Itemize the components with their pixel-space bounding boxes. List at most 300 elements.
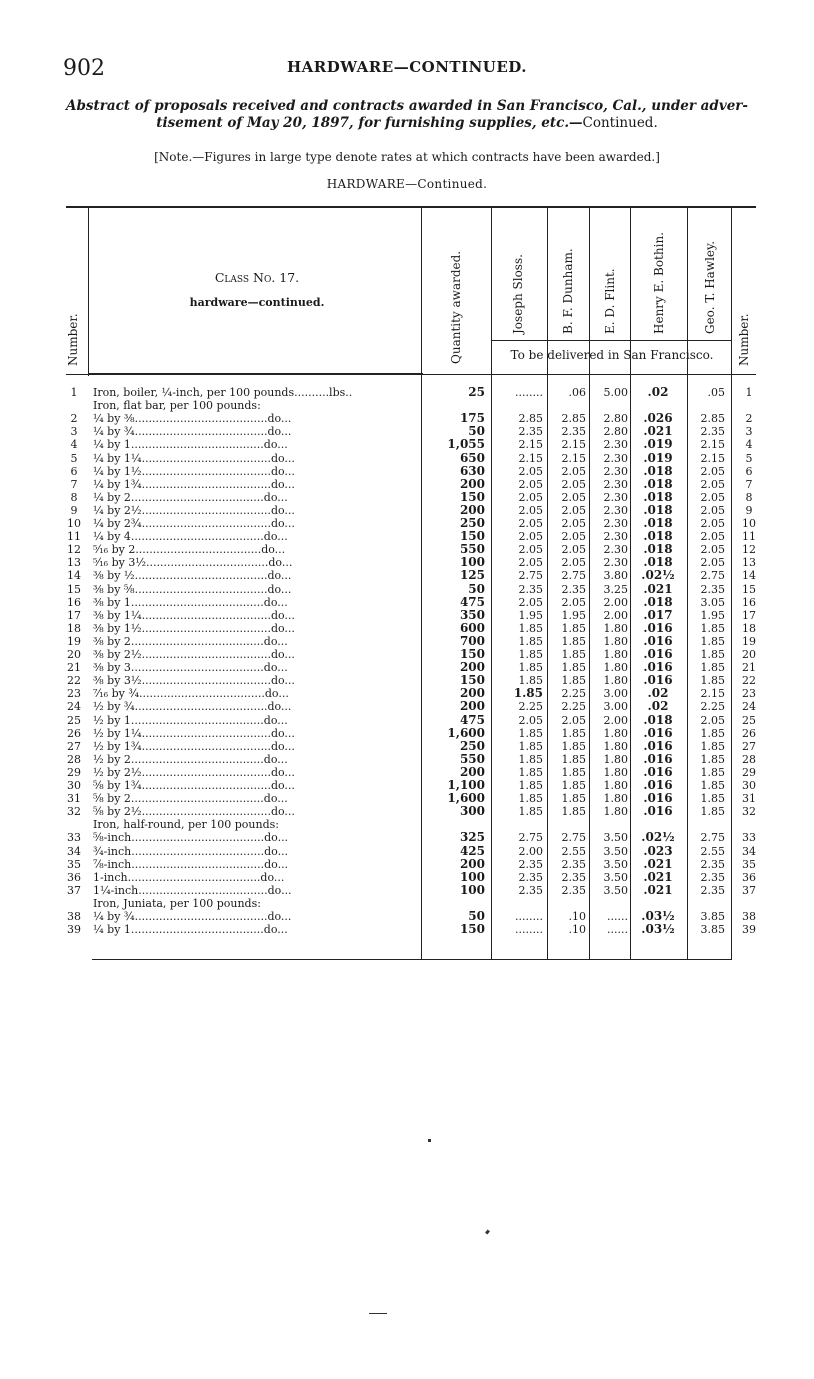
row-number-right: 16 (742, 595, 756, 609)
table-top-rule (66, 206, 756, 208)
bid-4: .03½ (641, 922, 675, 937)
quantity-awarded: 600 (459, 620, 485, 635)
abstract-title (40, 98, 774, 132)
bid-5: 2.75 (700, 569, 725, 583)
row-number: 22 (67, 674, 81, 688)
quantity-awarded: 300 (459, 804, 485, 819)
bid-4: .02½ (641, 830, 675, 845)
bid-5: 1.85 (700, 674, 725, 688)
group-heading-text: Iron, Juniata, per 100 pounds: (93, 896, 261, 910)
bid-3: 3.50 (603, 870, 628, 884)
row-number: 7 (70, 477, 78, 491)
bid-3: 1.80 (603, 648, 628, 661)
item-description: ¼ by 2¾.....................................do... (93, 517, 295, 530)
bid-5: 1.95 (700, 608, 725, 622)
bid-3: 2.30 (603, 464, 628, 478)
bid-1: 1.85 (518, 739, 543, 753)
row-number: 29 (67, 765, 81, 779)
row-number-right: 29 (742, 765, 756, 779)
bid-4: .023 (643, 843, 673, 858)
bid-3: 2.30 (603, 490, 628, 504)
bid-5: 3.05 (700, 595, 725, 609)
bid-4: .018 (643, 529, 673, 544)
bid-4: .016 (643, 647, 673, 661)
item-description: ¼ by 1......................................do... (93, 923, 288, 937)
bid-5: 2.15 (700, 687, 725, 701)
item-description: ⅝ by 2......................................do... (93, 792, 288, 806)
table-row (0, 504, 814, 517)
bid-4: .02 (647, 385, 669, 399)
print-dash (369, 1313, 387, 1314)
row-number-right: 32 (742, 805, 756, 819)
bid-3: 2.30 (603, 451, 628, 465)
table-row (0, 425, 814, 438)
row-number-right: 34 (742, 844, 756, 858)
bid-3: ...... (607, 923, 628, 937)
bid-3: 2.30 (603, 530, 628, 544)
bid-1: 2.05 (518, 595, 543, 609)
bid-1: 2.05 (518, 464, 543, 478)
bid-4: .018 (643, 463, 673, 478)
item-description: ½ by ¾......................................do... (93, 700, 292, 714)
row-number: 9 (70, 503, 78, 517)
table-row (0, 609, 814, 622)
quantity-awarded: 425 (459, 843, 485, 858)
bid-4: .021 (643, 581, 673, 596)
bid-4: .018 (643, 542, 673, 557)
row-number-right: 2 (745, 412, 753, 426)
row-number: 8 (70, 490, 78, 504)
bid-1: 1.85 (518, 621, 543, 635)
bid-3: 3.00 (603, 700, 628, 714)
item-description: ½ by 2......................................do... (93, 752, 288, 766)
bid-2: 2.05 (561, 543, 586, 557)
bid-2: 2.25 (561, 687, 586, 701)
bid-5: .05 (707, 386, 725, 399)
col-rule-number (88, 208, 89, 376)
quantity-awarded: 200 (459, 502, 485, 517)
table-row (0, 845, 814, 858)
item-description: ⅜ by 3½.....................................do... (93, 674, 295, 688)
quantity-awarded: 250 (459, 738, 485, 753)
bid-4: .016 (643, 764, 673, 779)
abstract-line-2-plain: Continued. (582, 115, 658, 131)
bid-1: ........ (515, 923, 543, 937)
bid-3: 2.00 (603, 608, 628, 622)
row-number-right: 27 (742, 739, 756, 753)
bid-5: 2.35 (700, 857, 725, 871)
quantity-awarded: 25 (468, 385, 485, 399)
row-number: 16 (67, 595, 81, 609)
row-number-right: 1 (745, 386, 753, 399)
row-number-right: 12 (742, 543, 756, 557)
bid-5: 2.05 (700, 556, 725, 570)
quantity-awarded: 250 (459, 516, 485, 530)
bid-3: 2.30 (603, 517, 628, 530)
abstract-line-2 (40, 115, 774, 132)
table-row (0, 831, 814, 844)
row-number-right: 6 (745, 464, 753, 478)
row-number: 31 (67, 792, 81, 806)
bid-5: 2.05 (700, 464, 725, 478)
row-number-right: 10 (742, 517, 756, 530)
quantity-awarded: 50 (468, 424, 485, 439)
bid-4: .016 (643, 791, 673, 806)
bid-2: 1.95 (561, 608, 586, 622)
bid-5: 1.85 (700, 792, 725, 806)
bid-2: 1.85 (561, 726, 586, 740)
bid-5: 1.85 (700, 765, 725, 779)
bid-2: 2.25 (561, 700, 586, 714)
bid-5: 2.25 (700, 700, 725, 714)
item-description: ¼ by 2......................................do... (93, 490, 288, 504)
bid-5: 2.15 (700, 438, 725, 452)
row-number-right: 35 (742, 857, 756, 871)
bid-2: 1.85 (561, 621, 586, 635)
bid-3: 2.30 (603, 477, 628, 491)
bid-2: .10 (568, 910, 586, 923)
bid-2: 2.05 (561, 530, 586, 544)
bid-3: 3.50 (603, 844, 628, 858)
bid-2: 2.35 (561, 857, 586, 871)
table-row (0, 543, 814, 556)
item-description: ½ by 1¾.....................................do... (93, 739, 295, 753)
bid-1: 1.85 (518, 661, 543, 675)
bid-1: 2.35 (518, 870, 543, 884)
bid-4: .016 (643, 778, 673, 792)
quantity-awarded: 200 (459, 660, 485, 675)
row-number-right: 39 (742, 923, 756, 937)
bid-2: .10 (568, 923, 586, 937)
table-row (0, 714, 814, 727)
row-number-right: 30 (742, 779, 756, 792)
quantity-awarded: 1,100 (447, 778, 485, 792)
bid-1: 2.35 (518, 425, 543, 439)
table-row (0, 805, 814, 818)
bid-1: 1.85 (518, 779, 543, 792)
quantity-awarded: 150 (459, 489, 485, 504)
quantity-awarded: 630 (459, 463, 485, 478)
abstract-line-1: Abstract of proposals received and contracts awarded in San Francisco, Cal., under adver- (65, 98, 749, 114)
table-row (0, 766, 814, 779)
bid-5: 3.85 (700, 923, 725, 937)
bid-1: 1.85 (518, 805, 543, 819)
bid-3: 5.00 (603, 386, 628, 399)
bid-5: 2.35 (700, 425, 725, 439)
row-number-right: 5 (745, 451, 753, 465)
bid-2: 2.35 (561, 883, 586, 897)
bid-1: 2.05 (518, 517, 543, 530)
item-description: ¼ by 1¾.....................................do... (93, 477, 295, 491)
bid-2: 1.85 (561, 779, 586, 792)
quantity-awarded: 150 (459, 647, 485, 661)
group-heading (0, 399, 814, 412)
item-description: ⅜ by 3......................................do... (93, 661, 288, 675)
bid-1: 2.05 (518, 543, 543, 557)
bid-1: 2.00 (518, 844, 543, 858)
bid-5: 1.85 (700, 752, 725, 766)
bid-5: 2.55 (700, 844, 725, 858)
table-row (0, 635, 814, 648)
bid-4: .026 (643, 411, 673, 426)
bid-2: 2.05 (561, 595, 586, 609)
page-number: 902 (63, 56, 105, 81)
table-row (0, 438, 814, 451)
bid-4: .02 (647, 686, 669, 701)
item-description: ⅜ by 2½.....................................do... (93, 648, 295, 661)
bid-5: 2.05 (700, 517, 725, 530)
bid-4: .018 (643, 516, 673, 530)
table-row (0, 779, 814, 792)
table-row (0, 452, 814, 465)
table-row (0, 517, 814, 530)
bid-1: 2.05 (518, 713, 543, 727)
item-description: ½ by 1......................................do... (93, 713, 288, 727)
item-description: ⁵⁄₁₆ by 2....................................do... (93, 543, 286, 557)
bid-4: .016 (643, 633, 673, 648)
bid-1: 2.35 (518, 582, 543, 596)
bid-1: 1.85 (518, 634, 543, 648)
bid-5: 3.85 (700, 910, 725, 923)
bid-1: 2.05 (518, 503, 543, 517)
item-description: ¼ by ⅜......................................do... (93, 412, 292, 426)
item-description: ⅜ by 1......................................do... (93, 595, 288, 609)
bid-5: 2.85 (700, 412, 725, 426)
bid-1: 2.05 (518, 556, 543, 570)
quantity-awarded: 200 (459, 476, 485, 491)
bid-1: 2.25 (518, 700, 543, 714)
header-bidder-2: B. F. Dunham. (561, 248, 575, 334)
row-number-right: 17 (742, 608, 756, 622)
bid-5: 2.75 (700, 831, 725, 845)
bid-2: 1.85 (561, 674, 586, 688)
row-number: 19 (67, 634, 81, 648)
bid-4: .018 (643, 594, 673, 609)
bid-3: 2.80 (603, 425, 628, 439)
quantity-awarded: 200 (459, 686, 485, 701)
quantity-awarded: 475 (459, 712, 485, 727)
quantity-awarded: 550 (459, 542, 485, 557)
item-description: ¼ by 4......................................do... (93, 530, 288, 544)
header-bottom-rule (66, 374, 756, 375)
row-number: 33 (67, 831, 81, 845)
bid-1: 2.35 (518, 857, 543, 871)
bid-2: 2.35 (561, 425, 586, 439)
item-description: 1¼-inch.....................................do... (93, 883, 292, 897)
row-number-right: 3 (745, 425, 753, 439)
bid-1: 2.05 (518, 477, 543, 491)
row-number-right: 18 (742, 621, 756, 635)
bid-3: ...... (607, 910, 628, 923)
row-number: 14 (67, 569, 81, 583)
item-description: ¾-inch......................................do... (93, 844, 289, 858)
bid-3: 1.80 (603, 661, 628, 675)
item-description: ¼ by 1......................................do... (93, 438, 288, 452)
bid-1: 1.85 (518, 648, 543, 661)
abstract-line-2-italic: tisement of May 20, 1897, for furnishing supplies, etc.— (156, 115, 583, 131)
row-number: 12 (67, 543, 81, 557)
row-number-right: 11 (742, 530, 756, 544)
bid-5: 1.85 (700, 661, 725, 675)
quantity-awarded: 350 (459, 607, 485, 622)
row-number: 13 (67, 556, 81, 570)
bid-5: 1.85 (700, 634, 725, 648)
bid-3: 2.30 (603, 503, 628, 517)
bid-2: 1.85 (561, 739, 586, 753)
table-row (0, 871, 814, 884)
row-number-right: 4 (745, 438, 753, 452)
row-number-right: 23 (742, 687, 756, 701)
table-row (0, 687, 814, 700)
item-description: ¼ by 2½.....................................do... (93, 503, 295, 517)
bid-5: 2.35 (700, 582, 725, 596)
bid-3: 3.25 (603, 582, 628, 596)
bid-1: 2.05 (518, 530, 543, 544)
class-title: Class No. 17. (214, 270, 300, 285)
header-number-left: Number. (66, 313, 80, 366)
bid-4: .016 (643, 725, 673, 740)
item-description: ⅝ by 1¾.....................................do... (93, 779, 295, 792)
bidder-rule (491, 340, 732, 341)
row-number: 1 (70, 386, 78, 399)
bid-2: 2.15 (561, 438, 586, 452)
table-row (0, 884, 814, 897)
table-row (0, 622, 814, 635)
bid-5: 1.85 (700, 726, 725, 740)
bid-3: 2.00 (603, 595, 628, 609)
group-heading-text: Iron, half-round, per 100 pounds: (93, 818, 279, 832)
bid-3: 1.80 (603, 726, 628, 740)
row-number-right: 36 (742, 870, 756, 884)
bid-2: 2.05 (561, 477, 586, 491)
bid-2: 2.05 (561, 713, 586, 727)
quantity-awarded: 1,055 (447, 437, 485, 452)
bid-3: 2.30 (603, 438, 628, 452)
bid-2: 2.05 (561, 556, 586, 570)
bid-2: 2.55 (561, 844, 586, 858)
table-row (0, 700, 814, 713)
bid-4: .016 (643, 751, 673, 766)
bid-2: 2.05 (561, 503, 586, 517)
group-heading-text: Iron, flat bar, per 100 pounds: (93, 399, 261, 413)
print-speck (428, 1139, 431, 1142)
bid-4: .018 (643, 489, 673, 504)
bid-5: 2.35 (700, 870, 725, 884)
table-row (0, 556, 814, 569)
row-number-right: 15 (742, 582, 756, 596)
bid-5: 2.05 (700, 503, 725, 517)
bid-1: 2.75 (518, 569, 543, 583)
quantity-awarded: 325 (459, 830, 485, 845)
row-number: 28 (67, 752, 81, 766)
bid-3: 1.80 (603, 779, 628, 792)
bid-1: 2.05 (518, 490, 543, 504)
quantity-awarded: 200 (459, 699, 485, 714)
row-number-right: 38 (742, 910, 756, 923)
quantity-awarded: 100 (459, 882, 485, 897)
row-number-right: 21 (742, 661, 756, 675)
row-number: 20 (67, 648, 81, 661)
item-description: 1-inch......................................do... (93, 870, 285, 884)
table-row (0, 792, 814, 805)
bid-4: .018 (643, 476, 673, 491)
bid-2: 2.35 (561, 870, 586, 884)
bid-2: .06 (568, 386, 586, 399)
table-row (0, 923, 814, 936)
bid-1: 1.95 (518, 608, 543, 622)
row-number: 17 (67, 608, 81, 622)
bid-2: 2.15 (561, 451, 586, 465)
row-number-right: 7 (745, 477, 753, 491)
row-number-right: 19 (742, 634, 756, 648)
bid-2: 2.75 (561, 831, 586, 845)
bid-2: 1.85 (561, 805, 586, 819)
item-description: ⅜ by 1½.....................................do... (93, 621, 295, 635)
bid-1: 2.75 (518, 831, 543, 845)
row-number: 6 (70, 464, 78, 478)
bid-4: .016 (643, 804, 673, 819)
table-row (0, 491, 814, 504)
bid-4: .021 (643, 856, 673, 871)
item-description: Iron, boiler, ¼-inch, per 100 pounds..........lbs.. (93, 386, 353, 399)
bid-2: 2.05 (561, 490, 586, 504)
row-number: 15 (67, 582, 81, 596)
bid-1: 1.85 (518, 752, 543, 766)
quantity-awarded: 100 (459, 555, 485, 570)
bid-4: .019 (643, 450, 673, 465)
bid-4: .03½ (641, 909, 675, 923)
bid-2: 1.85 (561, 661, 586, 675)
table-row (0, 674, 814, 687)
bid-3: 2.00 (603, 713, 628, 727)
bid-2: 1.85 (561, 792, 586, 806)
group-heading (0, 897, 814, 910)
row-number: 36 (67, 870, 81, 884)
header-quantity: Quantity awarded. (449, 250, 463, 364)
row-number-right: 33 (742, 831, 756, 845)
bid-3: 3.00 (603, 687, 628, 701)
table-row (0, 910, 814, 923)
bid-5: 2.05 (700, 490, 725, 504)
bid-4: .017 (643, 607, 673, 622)
item-description: ⁵⁄₁₆ by 3½...................................do... (93, 556, 293, 570)
bid-1: 2.15 (518, 438, 543, 452)
row-number: 23 (67, 687, 81, 701)
quantity-awarded: 50 (468, 581, 485, 596)
table-row (0, 386, 814, 399)
bid-4: .018 (643, 555, 673, 570)
bid-2: 1.85 (561, 765, 586, 779)
row-number-right: 31 (742, 792, 756, 806)
table-row (0, 740, 814, 753)
row-number: 38 (67, 910, 81, 923)
quantity-awarded: 1,600 (447, 725, 485, 740)
table-row (0, 727, 814, 740)
bid-4: .02 (647, 699, 669, 714)
row-number-right: 26 (742, 726, 756, 740)
quantity-awarded: 175 (459, 411, 485, 426)
header-bidder-1: Joseph Sloss. (511, 254, 525, 334)
quantity-awarded: 475 (459, 594, 485, 609)
section-title: HARDWARE—Continued. (326, 177, 488, 191)
bid-3: 1.80 (603, 674, 628, 688)
item-description: ⅜ by ⅝......................................do... (93, 582, 292, 596)
item-description: ½ by 2½.....................................do... (93, 765, 295, 779)
item-description: ⅜ by 2......................................do... (93, 634, 288, 648)
bid-5: 1.85 (700, 739, 725, 753)
bid-4: .021 (643, 424, 673, 439)
bid-3: 3.50 (603, 831, 628, 845)
